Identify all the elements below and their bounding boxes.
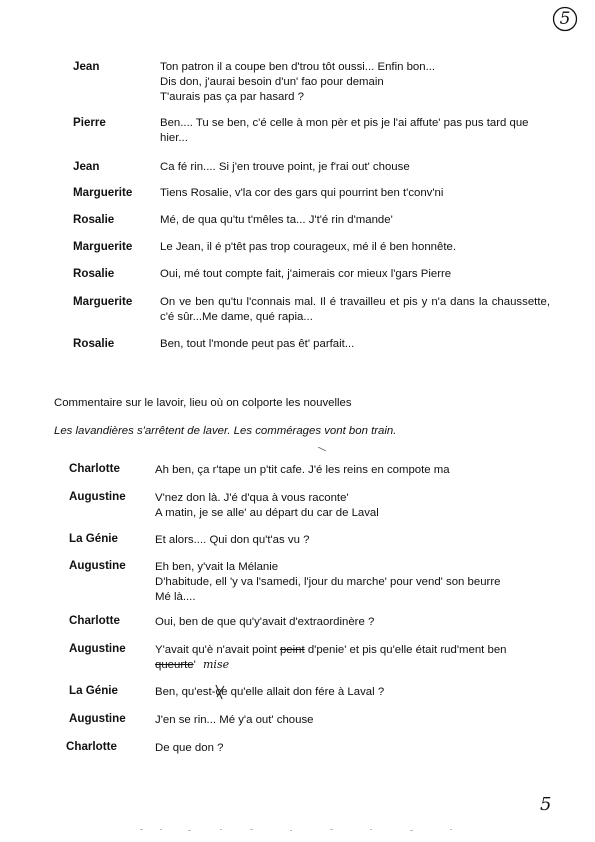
dialogue-line: De que don ? xyxy=(155,742,224,754)
dialogue-line: Tiens Rosalie, v'la cor des gars qui pourrint ben t'conv'ni xyxy=(160,187,444,199)
handwritten-page-number: 5 xyxy=(540,794,552,815)
struck-word: peint xyxy=(279,644,305,656)
handwritten-correction: mise xyxy=(203,658,230,671)
dialogue-text: qu'elle allait don fére à Laval ? xyxy=(227,686,385,698)
dialogue-line xyxy=(155,658,229,673)
handwritten-overmark xyxy=(215,686,227,698)
dialogue-line xyxy=(155,685,384,700)
struck-word: queurte xyxy=(155,659,194,671)
dialogue-line: On ve ben qu'tu l'connais mal. Il é travailleu et pis y n'a dans la chaussette, c'é sûr...Me dame, qué rapia... xyxy=(160,296,550,323)
commentary-text: Commentaire sur le lavoir, lieu où on colporte les nouvelles xyxy=(54,397,352,409)
dialogue-line: J'en se rin... Mé y'a out' chouse xyxy=(155,714,314,726)
dialogue-line: Oui, ben de que qu'y'avait d'extraordinère ? xyxy=(155,616,375,628)
speaker-name: La Génie xyxy=(69,532,118,545)
dialogue-line: Dis don, j'aurai besoin d'un' fao pour demain xyxy=(160,76,384,88)
speaker-name: Rosalie xyxy=(73,337,115,350)
dialogue-line: Mé là.... xyxy=(155,591,196,603)
speaker-name: Charlotte xyxy=(66,740,117,753)
dialogue-text: d'penie' et pis qu'elle était rud'ment ben xyxy=(304,644,507,656)
dialogue-line: Ah ben, ça r'tape un p'tit cafe. J'é les reins en compote ma xyxy=(155,464,450,476)
dialogue-text: ' xyxy=(193,659,196,671)
speaker-name: Pierre xyxy=(73,116,106,129)
dialogue-line: D'habitude, ell 'y va l'samedi, l'jour du marche' pour vend' son beurre xyxy=(155,576,501,588)
dialogue-line xyxy=(155,643,507,658)
dialogue-line: Le Jean, il é p'têt pas trop courageux, mé il é ben honnête. xyxy=(160,241,456,253)
dialogue-line: A matin, je se alle' au départ du car de Laval xyxy=(155,507,379,519)
speaker-name: Marguerite xyxy=(73,295,133,308)
scribble-mark-icon xyxy=(213,683,227,701)
circled-page-number xyxy=(552,6,578,32)
dialogue-line: Ben, tout l'monde peut pas êt' parfait... xyxy=(160,338,355,350)
dialogue-line: Oui, mé tout compte fait, j'aimerais cor mieux l'gars Pierre xyxy=(160,268,452,280)
dialogue-text: Y'avait qu'è n'avait point xyxy=(155,644,280,656)
dialogue-line: Ben.... Tu se ben, c'é celle à mon pèr et pis je l'ai affute' pas pus tard que hier... xyxy=(160,117,529,144)
dialogue-text: Ben, qu'est- xyxy=(155,686,216,698)
speaker-name: Marguerite xyxy=(73,240,133,253)
speaker-name: La Génie xyxy=(69,684,118,697)
speaker-name: Augustine xyxy=(69,559,126,572)
dialogue-line: Et alors.... Qui don qu't'as vu ? xyxy=(155,534,310,546)
speaker-name: Jean xyxy=(73,160,100,173)
dialogue-line: V'nez don là. J'é d'qua à vous raconte' xyxy=(155,492,349,504)
stray-mark-icon xyxy=(318,447,326,451)
dialogue-line: Eh ben, y'vait la Mélanie xyxy=(155,561,279,573)
speaker-name: Marguerite xyxy=(73,186,133,199)
scan-artifact-icon xyxy=(140,828,470,832)
circled-page-number-text: 5 xyxy=(559,9,571,29)
speaker-name: Charlotte xyxy=(69,614,120,627)
stage-direction: Les lavandières s'arrêtent de laver. Les commérages vont bon train. xyxy=(54,425,397,437)
dialogue-line: Mé, de qua qu'tu t'mêles ta... J't'é rin d'mande' xyxy=(160,214,393,226)
dialogue-line: Ton patron il a coupe ben d'trou tôt oussi... Enfin bon... xyxy=(160,61,436,73)
speaker-name: Augustine xyxy=(69,642,126,655)
dialogue-line: Ca fé rin.... Si j'en trouve point, je f'rai out' chouse xyxy=(160,161,410,173)
speaker-name: Augustine xyxy=(69,490,126,503)
speaker-name: Jean xyxy=(73,60,100,73)
speaker-name: Rosalie xyxy=(73,267,115,280)
speaker-name: Augustine xyxy=(69,712,126,725)
marked-word: ce xyxy=(215,686,228,698)
dialogue-line: T'aurais pas ça par hasard ? xyxy=(160,91,305,103)
speaker-name: Rosalie xyxy=(73,213,115,226)
speaker-name: Charlotte xyxy=(69,462,120,475)
